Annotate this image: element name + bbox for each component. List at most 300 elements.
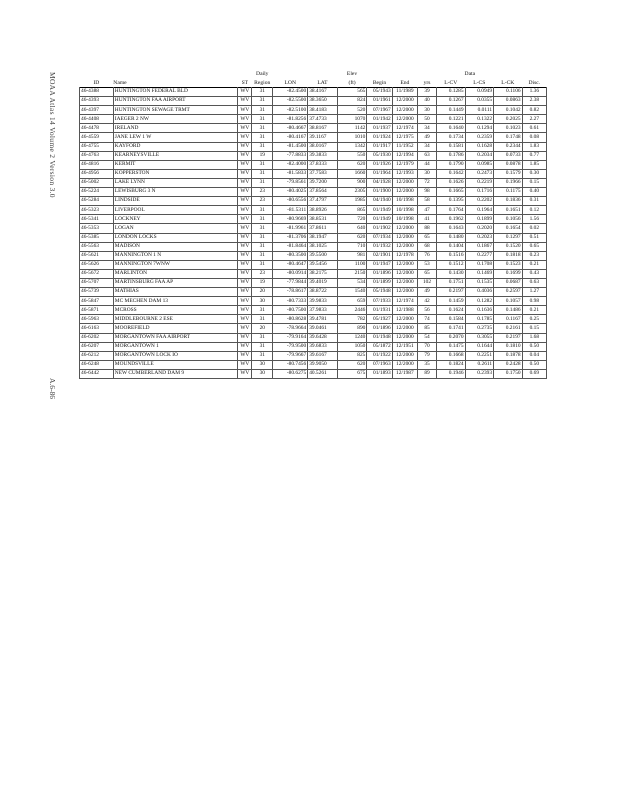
cell-begin: 02/1901 <box>367 251 392 260</box>
cell-disc: 1.56 <box>522 215 546 224</box>
cell-disc: 0.12 <box>522 206 546 215</box>
cell-st: WV <box>238 160 252 169</box>
cell-yrs: 58 <box>418 197 437 206</box>
cell-end: 12/2000 <box>392 233 417 242</box>
cell-st: WV <box>238 215 252 224</box>
cell-lat: 40.5261 <box>308 369 338 378</box>
cell-end: 11/1989 <box>392 88 417 97</box>
cell-lon: -80.6556 <box>273 197 308 206</box>
cell-lat: 39.3833 <box>308 151 338 160</box>
cell-l-ck: 0.1966 <box>494 178 523 187</box>
cell-lon: -80.7456 <box>273 360 308 369</box>
page-number: A.6-86 <box>48 378 57 400</box>
cell-begin: 01/1942 <box>367 115 392 124</box>
cell-lat: 39.5500 <box>308 251 338 260</box>
cell-begin: 01/1964 <box>367 169 392 178</box>
cell-begin: 04/1940 <box>367 197 392 206</box>
cell-l-cs: 0.2020 <box>465 224 494 233</box>
cell-l-cs: 0.2473 <box>465 169 494 178</box>
cell-region: 31 <box>252 142 273 151</box>
cell-id: 46-6202 <box>80 333 114 342</box>
cell-elev: 675 <box>337 369 367 378</box>
cell-id: 46-4388 <box>80 88 114 97</box>
cell-st: WV <box>238 169 252 178</box>
cell-region: 31 <box>252 160 273 169</box>
cell-st: WV <box>238 142 252 151</box>
cell-disc: 1.83 <box>522 142 546 151</box>
cell-id: 46-4956 <box>80 169 114 178</box>
cell-id: 46-4763 <box>80 151 114 160</box>
cell-end: 10/1998 <box>392 206 417 215</box>
cell-name: NEW CUMBERLAND DAM 9 <box>113 369 238 378</box>
table-row <box>80 351 547 360</box>
cell-end: 12/2000 <box>392 324 417 333</box>
cell-l-ck: 0.1748 <box>494 133 523 142</box>
cell-l-ck: 0.1056 <box>494 215 523 224</box>
cell-elev: 620 <box>337 360 367 369</box>
cell-begin: 01/1932 <box>367 242 392 251</box>
cell-disc: 0.30 <box>522 169 546 178</box>
header-group-data: Data <box>464 71 476 78</box>
cell-lon: -80.0914 <box>273 269 308 278</box>
cell-name: MORGANTOWN FAA AIRPORT <box>113 333 238 342</box>
cell-lon: -79.8561 <box>273 178 308 187</box>
cell-begin: 05/1872 <box>367 342 392 351</box>
cell-begin: 04/1928 <box>367 178 392 187</box>
header-l-cs: L-CS <box>473 80 486 87</box>
cell-name: MANNINGTON 1 N <box>113 251 238 260</box>
cell-lat: 37.9833 <box>308 306 338 315</box>
cell-lat: 38.8167 <box>308 124 338 133</box>
cell-id: 46-5672 <box>80 269 114 278</box>
cell-yrs: 40 <box>418 97 437 106</box>
cell-disc: 0.51 <box>522 233 546 242</box>
cell-id: 46-6442 <box>80 369 114 378</box>
cell-lon: -78.9664 <box>273 324 308 333</box>
table-row <box>80 169 547 178</box>
cell-region: 31 <box>252 242 273 251</box>
cell-l-ck: 0.1175 <box>494 188 523 197</box>
cell-yrs: 65 <box>418 233 437 242</box>
cell-l-ck: 0.0878 <box>494 160 523 169</box>
cell-end: 12/2000 <box>392 333 417 342</box>
cell-end: 12/1979 <box>392 160 417 169</box>
cell-l-cv: 0.1626 <box>437 178 466 187</box>
cell-l-cv: 0.1643 <box>437 224 466 233</box>
cell-lon: -79.9164 <box>273 333 308 342</box>
table-row <box>80 278 547 287</box>
cell-name: LINDSIDE <box>113 197 238 206</box>
cell-l-cv: 0.1475 <box>437 342 466 351</box>
table-row <box>80 115 547 124</box>
cell-l-cv: 0.1480 <box>437 233 466 242</box>
cell-lat: 37.4797 <box>308 197 338 206</box>
cell-st: WV <box>238 151 252 160</box>
cell-region: 31 <box>252 333 273 342</box>
cell-disc: 0.43 <box>522 269 546 278</box>
cell-l-ck: 0.1297 <box>494 233 523 242</box>
cell-l-cv: 0.1668 <box>437 351 466 360</box>
cell-name: MIDDLEBOURNE 2 ESE <box>113 315 238 324</box>
cell-begin: 07/1967 <box>367 106 392 115</box>
cell-end: 12/2000 <box>392 351 417 360</box>
cell-l-cs: 0.0985 <box>465 160 494 169</box>
cell-yrs: 89 <box>418 369 437 378</box>
cell-l-ck: 0.1878 <box>494 351 523 360</box>
cell-l-ck: 0.1023 <box>494 124 523 133</box>
cell-l-cv: 0.1404 <box>437 242 466 251</box>
cell-disc: 0.23 <box>522 251 546 260</box>
cell-l-cv: 0.1734 <box>437 133 466 142</box>
cell-region: 23 <box>252 197 273 206</box>
cell-l-cv: 0.1764 <box>437 206 466 215</box>
cell-lat: 39.0461 <box>308 324 338 333</box>
cell-lon: -80.4667 <box>273 124 308 133</box>
table-row <box>80 360 547 369</box>
cell-end: 12/1974 <box>392 124 417 133</box>
cell-name: MOUNDSVILLE <box>113 360 238 369</box>
cell-lon: -77.8833 <box>273 151 308 160</box>
header-elev-ft: (ft) <box>348 80 356 87</box>
cell-l-cv: 0.1790 <box>437 160 466 169</box>
cell-elev: 534 <box>337 278 367 287</box>
cell-elev: 620 <box>337 160 367 169</box>
cell-region: 31 <box>252 206 273 215</box>
cell-begin: 01/1931 <box>367 306 392 315</box>
cell-yrs: 63 <box>418 151 437 160</box>
cell-begin: 01/1948 <box>367 333 392 342</box>
cell-lon: -77.9844 <box>273 278 308 287</box>
cell-l-ck: 0.1750 <box>494 369 523 378</box>
cell-disc: 0.15 <box>522 178 546 187</box>
cell-l-cs: 0.0949 <box>465 88 494 97</box>
cell-begin: 01/1949 <box>367 215 392 224</box>
cell-begin: 01/1899 <box>367 278 392 287</box>
cell-lon: -82.5500 <box>273 97 308 106</box>
cell-id: 46-5224 <box>80 188 114 197</box>
cell-id: 46-4755 <box>80 142 114 151</box>
cell-st: WV <box>238 278 252 287</box>
cell-name: HUNTINGTON FAA AIRPORT <box>113 97 238 106</box>
cell-l-ck: 0.2344 <box>494 142 523 151</box>
cell-name: MANNINGTON 7WNW <box>113 260 238 269</box>
cell-lon: -81.5833 <box>273 169 308 178</box>
cell-disc: 0.25 <box>522 315 546 324</box>
cell-lon: -80.4025 <box>273 188 308 197</box>
table-row <box>80 97 547 106</box>
cell-lon: -80.7333 <box>273 297 308 306</box>
cell-lon: -82.4000 <box>273 160 308 169</box>
cell-id: 46-6248 <box>80 360 114 369</box>
cell-name: MADISON <box>113 242 238 251</box>
cell-end: 12/2000 <box>392 288 417 297</box>
cell-elev: 1010 <box>337 133 367 142</box>
cell-l-cs: 0.1899 <box>465 215 494 224</box>
cell-l-cs: 0.1322 <box>465 115 494 124</box>
cell-l-cv: 0.1962 <box>437 215 466 224</box>
cell-name: KEARNEYSVILLE <box>113 151 238 160</box>
cell-id: 46-6212 <box>80 351 114 360</box>
cell-st: WV <box>238 242 252 251</box>
cell-disc: 0.04 <box>522 351 546 360</box>
cell-yrs: 98 <box>418 188 437 197</box>
cell-lat: 37.7583 <box>308 169 338 178</box>
cell-begin: 05/1948 <box>367 288 392 297</box>
cell-lon: -80.3500 <box>273 251 308 260</box>
cell-l-cs: 0.2219 <box>465 178 494 187</box>
cell-l-cv: 0.1946 <box>437 369 466 378</box>
table-row <box>80 233 547 242</box>
cell-elev: 2446 <box>337 306 367 315</box>
cell-lat: 38.4167 <box>308 88 338 97</box>
cell-st: WV <box>238 315 252 324</box>
cell-begin: 01/1896 <box>367 269 392 278</box>
cell-st: WV <box>238 369 252 378</box>
cell-l-cs: 0.1708 <box>465 260 494 269</box>
cell-end: 12/2000 <box>392 224 417 233</box>
cell-disc: 0.08 <box>522 133 546 142</box>
cell-region: 23 <box>252 269 273 278</box>
cell-l-ck: 0.1106 <box>494 88 523 97</box>
cell-disc: 0.21 <box>522 306 546 315</box>
cell-elev: 1342 <box>337 142 367 151</box>
cell-l-ck: 0.1167 <box>494 315 523 324</box>
cell-disc: 0.40 <box>522 188 546 197</box>
cell-st: WV <box>238 233 252 242</box>
cell-l-ck: 0.1579 <box>494 169 523 178</box>
cell-name: MORGANTOWN LOCK IO <box>113 351 238 360</box>
cell-l-ck: 0.2025 <box>494 115 523 124</box>
cell-lat: 39.5456 <box>308 260 338 269</box>
cell-disc: 0.61 <box>522 124 546 133</box>
cell-l-cv: 0.1584 <box>437 315 466 324</box>
cell-l-ck: 0.1836 <box>494 197 523 206</box>
header-id: ID <box>93 80 100 87</box>
cell-region: 31 <box>252 115 273 124</box>
cell-disc: 2.27 <box>522 115 546 124</box>
cell-region: 31 <box>252 233 273 242</box>
cell-l-cv: 0.1786 <box>437 151 466 160</box>
cell-id: 46-5323 <box>80 206 114 215</box>
cell-name: MARLINTON <box>113 269 238 278</box>
cell-l-cv: 0.1624 <box>437 306 466 315</box>
cell-name: MARTINSBURG FAA AP <box>113 278 238 287</box>
cell-st: WV <box>238 324 252 333</box>
cell-end: 10/1998 <box>392 197 417 206</box>
cell-begin: 01/1893 <box>367 369 392 378</box>
cell-lon: -80.9669 <box>273 215 308 224</box>
cell-id: 46-4408 <box>80 115 114 124</box>
cell-begin: 07/1934 <box>367 233 392 242</box>
cell-name: IAEGER 2 NW <box>113 115 238 124</box>
cell-lon: -82.4500 <box>273 88 308 97</box>
cell-region: 19 <box>252 278 273 287</box>
cell-id: 46-5353 <box>80 224 114 233</box>
cell-name: KERMIT <box>113 160 238 169</box>
cell-end: 12/2000 <box>392 115 417 124</box>
cell-name: KAYFORD <box>113 142 238 151</box>
cell-name: LEWISBURG 3 N <box>113 188 238 197</box>
cell-end: 12/1987 <box>392 369 417 378</box>
cell-l-cs: 0.0355 <box>465 97 494 106</box>
cell-name: MATHIAS <box>113 288 238 297</box>
cell-lat: 38.8926 <box>308 206 338 215</box>
cell-region: 19 <box>252 151 273 160</box>
cell-begin: 05/1930 <box>367 151 392 160</box>
cell-l-cs: 0.2251 <box>465 351 494 360</box>
cell-disc: 0.82 <box>522 106 546 115</box>
cell-region: 31 <box>252 215 273 224</box>
cell-disc: 0.21 <box>522 260 546 269</box>
cell-id: 46-4559 <box>80 133 114 142</box>
cell-region: 23 <box>252 188 273 197</box>
header-end: End <box>400 80 410 87</box>
cell-elev: 890 <box>337 324 367 333</box>
cell-begin: 01/1926 <box>367 160 392 169</box>
cell-disc: 0.65 <box>522 242 546 251</box>
cell-lon: -81.8464 <box>273 242 308 251</box>
header-yrs: yrs <box>423 80 431 87</box>
cell-l-cv: 0.1512 <box>437 260 466 269</box>
cell-name: IRELAND <box>113 124 238 133</box>
cell-elev: 1142 <box>337 124 367 133</box>
cell-end: 12/2000 <box>392 315 417 324</box>
cell-lon: -80.6275 <box>273 369 308 378</box>
cell-region: 31 <box>252 169 273 178</box>
cell-end: 12/1988 <box>392 306 417 315</box>
cell-id: 46-6207 <box>80 342 114 351</box>
cell-id: 46-4816 <box>80 160 114 169</box>
cell-end: 12/2000 <box>392 260 417 269</box>
cell-l-cv: 0.1581 <box>437 142 466 151</box>
cell-region: 20 <box>252 324 273 333</box>
header-l-ck: L-CK <box>501 80 515 87</box>
cell-lat: 39.6833 <box>308 342 338 351</box>
cell-yrs: 54 <box>418 333 437 342</box>
cell-yrs: 47 <box>418 206 437 215</box>
cell-elev: 824 <box>337 97 367 106</box>
cell-st: WV <box>238 188 252 197</box>
cell-begin: 01/1937 <box>367 124 392 133</box>
cell-region: 31 <box>252 342 273 351</box>
cell-begin: 01/1917 <box>367 142 392 151</box>
cell-disc: 0.50 <box>522 342 546 351</box>
cell-lat: 37.8333 <box>308 160 338 169</box>
cell-region: 31 <box>252 251 273 260</box>
cell-yrs: 68 <box>418 242 437 251</box>
cell-l-cs: 0.2023 <box>465 233 494 242</box>
table-row <box>80 242 547 251</box>
cell-elev: 720 <box>337 215 367 224</box>
cell-begin: 01/1924 <box>367 133 392 142</box>
cell-lat: 39.4781 <box>308 315 338 324</box>
cell-l-cv: 0.2070 <box>437 333 466 342</box>
cell-st: WV <box>238 342 252 351</box>
cell-l-ck: 0.1651 <box>494 206 523 215</box>
cell-yrs: 56 <box>418 306 437 315</box>
cell-yrs: 70 <box>418 342 437 351</box>
header-region: Region <box>254 80 271 87</box>
cell-l-cs: 0.1535 <box>465 278 494 287</box>
cell-disc: 0.02 <box>522 224 546 233</box>
header-lat: LAT <box>317 80 328 87</box>
cell-elev: 1240 <box>337 333 367 342</box>
cell-region: 31 <box>252 260 273 269</box>
cell-l-cs: 0.1867 <box>465 242 494 251</box>
header-st: ST <box>241 80 249 87</box>
cell-l-cv: 0.1221 <box>437 115 466 124</box>
cell-l-cv: 0.1267 <box>437 97 466 106</box>
cell-name: MC MECHEN DAM 13 <box>113 297 238 306</box>
cell-lon: -80.4167 <box>273 133 308 142</box>
cell-l-cs: 0.2735 <box>465 324 494 333</box>
cell-end: 12/2000 <box>392 97 417 106</box>
cell-end: 12/2000 <box>392 360 417 369</box>
cell-l-cs: 0.1964 <box>465 206 494 215</box>
cell-elev: 550 <box>337 151 367 160</box>
cell-end: 12/2000 <box>392 269 417 278</box>
cell-id: 46-5739 <box>80 288 114 297</box>
cell-yrs: 53 <box>418 260 437 269</box>
cell-l-cv: 0.1640 <box>437 124 466 133</box>
cell-elev: 1660 <box>337 169 367 178</box>
cell-l-cv: 0.1516 <box>437 251 466 260</box>
cell-st: WV <box>238 351 252 360</box>
header-disc: Disc. <box>528 80 541 87</box>
cell-region: 31 <box>252 351 273 360</box>
cell-disc: 1.27 <box>522 288 546 297</box>
table-row <box>80 206 547 215</box>
cell-l-cs: 0.0111 <box>465 106 494 115</box>
cell-lon: -79.9500 <box>273 342 308 351</box>
cell-yrs: 34 <box>418 142 437 151</box>
cell-id: 46-4397 <box>80 106 114 115</box>
cell-elev: 520 <box>337 106 367 115</box>
cell-end: 12/1974 <box>392 297 417 306</box>
header-name: Name <box>113 80 127 87</box>
cell-begin: 05/1927 <box>367 315 392 324</box>
table-row <box>80 369 547 378</box>
cell-l-ck: 0.1042 <box>494 106 523 115</box>
cell-end: 12/1994 <box>392 151 417 160</box>
cell-begin: 01/1896 <box>367 324 392 333</box>
cell-lat: 37.4733 <box>308 115 338 124</box>
cell-begin: 01/1949 <box>367 206 392 215</box>
cell-yrs: 49 <box>418 133 437 142</box>
cell-yrs: 88 <box>418 224 437 233</box>
cell-st: WV <box>238 306 252 315</box>
cell-id: 46-5341 <box>80 215 114 224</box>
cell-elev: 1985 <box>337 197 367 206</box>
cell-lat: 39.7200 <box>308 178 338 187</box>
cell-st: WV <box>238 206 252 215</box>
cell-name: LONDON LOCKS <box>113 233 238 242</box>
cell-l-cv: 0.1642 <box>437 169 466 178</box>
cell-lon: -81.9961 <box>273 224 308 233</box>
cell-l-ck: 0.1486 <box>494 306 523 315</box>
cell-lat: 39.9833 <box>308 297 338 306</box>
cell-id: 46-5621 <box>80 251 114 260</box>
cell-name: HUNTINGTON FEDERAL BLD <box>113 88 238 97</box>
cell-lon: -81.5311 <box>273 206 308 215</box>
cell-lat: 38.3650 <box>308 97 338 106</box>
cell-elev: 659 <box>337 297 367 306</box>
cell-st: WV <box>238 224 252 233</box>
cell-yrs: 79 <box>418 351 437 360</box>
cell-yrs: 30 <box>418 106 437 115</box>
cell-disc: 1.36 <box>522 88 546 97</box>
cell-region: 30 <box>252 369 273 378</box>
